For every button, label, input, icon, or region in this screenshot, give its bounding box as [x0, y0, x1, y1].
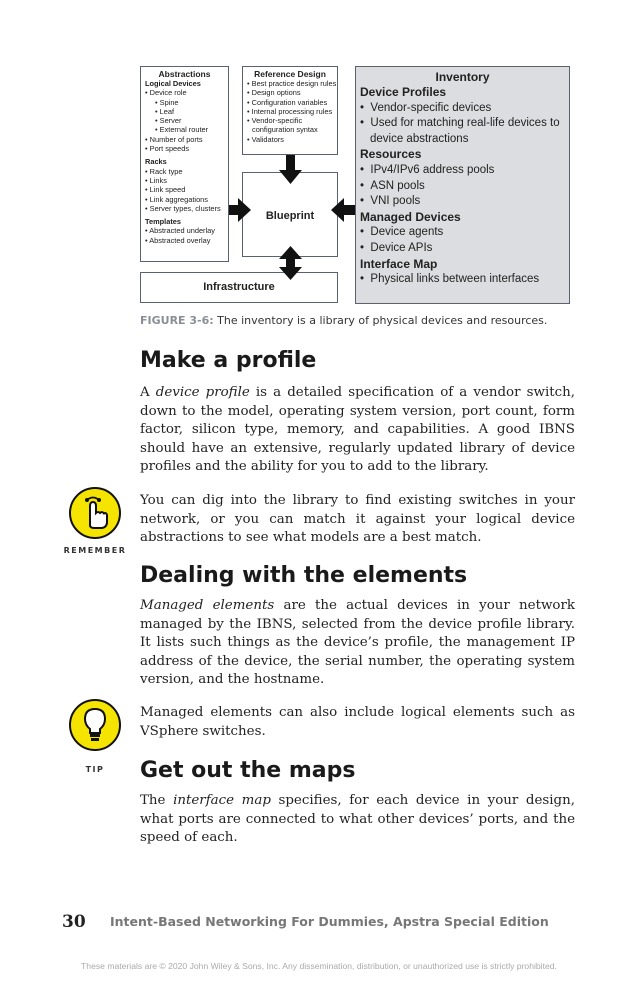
diagram-line: Logical Devices	[145, 79, 201, 88]
diagram-line: configuration syntax	[252, 125, 318, 135]
elements-paragraph	[140, 597, 575, 690]
arrow-inventory-to-blueprint	[331, 198, 355, 222]
heading-dealing-with-elements: Dealing with the elements	[140, 563, 468, 588]
elements-p-term: Managed elements	[140, 598, 275, 613]
diagram-line: • Links	[145, 175, 167, 185]
profile-p-pre: A	[140, 385, 156, 400]
inventory-item: • ASN pools	[360, 179, 425, 192]
blueprint-label: Blueprint	[265, 210, 315, 222]
inventory-item: • Used for matching real-life devices to device abstractions	[360, 117, 560, 145]
tip-icon	[68, 698, 122, 756]
diagram-line: • Internal processing rules	[247, 106, 333, 116]
maps-p-term: interface map	[173, 793, 271, 808]
reference-design-title: Reference Design	[254, 69, 326, 79]
inventory-section-heading: Device Profiles	[360, 85, 447, 99]
diagram-line: • Best practice design rules	[247, 79, 337, 88]
diagram-line: • Vendor-specific	[247, 116, 303, 126]
diagram-line: • Design options	[247, 88, 301, 98]
page-number: 30	[62, 912, 86, 932]
diagram-line: Templates	[145, 217, 182, 227]
diagram-line: Racks	[145, 157, 167, 167]
diagram-line: • Device role	[145, 88, 187, 98]
diagram-line: • Link aggregations	[145, 194, 208, 204]
infrastructure-label: Infrastructure	[203, 281, 275, 293]
remember-icon	[68, 486, 122, 544]
inventory-section-heading: Resources	[360, 147, 422, 162]
inventory-item: • Vendor-specific devices	[360, 101, 492, 114]
diagram-line: • Abstracted underlay	[145, 226, 215, 236]
diagram-line: • Spine	[155, 97, 179, 107]
profile-p-body: is a detailed specification of a vendor switch, down to the model, operating system version, port count, form factor, silicon type, memory, and capabilities. A good IBNS should have an extensive, regularly updated library of device profiles and the ability for you to add to the library.	[140, 385, 575, 474]
inventory-title: Inventory	[435, 70, 490, 84]
diagram-line: • Server types, clusters	[145, 203, 221, 213]
inventory-item: • IPv4/IPv6 address pools	[360, 163, 495, 176]
diagram-line: • Validators	[247, 134, 284, 144]
diagram-line: • Leaf	[155, 106, 175, 116]
diagram-line: • Port speeds	[145, 144, 190, 154]
elements-p-body: are the actual devices in your network managed by the IBNS, selected from the device profile library. It lists such things as the device’s profile, the management IP address of the device, the serial number, the operating system version, and the hostname.	[140, 598, 575, 687]
inventory-item: • Device APIs	[360, 241, 433, 254]
arrow-blueprint-infrastructure	[279, 246, 302, 280]
maps-p-pre: The	[140, 793, 174, 808]
diagram-line: • Number of ports	[145, 134, 203, 144]
remember-label: REMEMBER	[63, 546, 127, 555]
figure-caption	[140, 314, 547, 327]
diagram-line: • Server	[155, 116, 182, 126]
figure-arrows	[0, 0, 638, 320]
arrow-abstractions-to-blueprint	[229, 198, 251, 222]
diagram-line: • Configuration variables	[247, 97, 328, 107]
running-footer-title: Intent-Based Networking For Dummies, Apstra Special Edition	[110, 914, 549, 929]
arrow-reference-to-blueprint	[279, 155, 302, 184]
diagram-line: • Abstracted overlay	[145, 235, 211, 245]
inventory-item: • Physical links between interfaces	[360, 273, 540, 286]
inventory-section-heading: Interface Map	[360, 256, 438, 271]
inventory-item: • Device agents	[360, 226, 444, 239]
profile-p-term: device profile	[155, 385, 250, 400]
maps-paragraph	[140, 792, 575, 848]
diagram-line: • Rack type	[145, 166, 183, 176]
maps-p-body: specifies, for each device in your design, what ports are connected to what other devices’ ports, and the speed of each.	[140, 793, 576, 845]
diagram-line: • External router	[155, 125, 209, 135]
tip-paragraph: Managed elements can also include logical elements such as VSphere switches.	[140, 705, 575, 739]
copyright-notice: These materials are © 2020 John Wiley & Sons, Inc. Any dissemination, distribution, or unauthorized use is strictly prohibited.	[81, 961, 557, 971]
diagram-line: • Link speed	[145, 185, 186, 195]
remember-paragraph: You can dig into the library to find existing switches in your network, or you can match it against your logical device abstractions to see what models are a best match.	[140, 493, 575, 545]
figure-label: FIGURE 3-6:	[140, 314, 214, 327]
figure-caption-text: The inventory is a library of physical devices and resources.	[213, 314, 548, 327]
inventory-section-heading: Managed Devices	[360, 209, 461, 224]
abstractions-title: Abstractions	[158, 69, 211, 79]
tip-label: TIP	[85, 765, 105, 774]
heading-get-out-the-maps: Get out the maps	[140, 758, 356, 783]
profile-paragraph	[140, 384, 575, 477]
heading-make-a-profile: Make a profile	[140, 348, 317, 373]
inventory-item: • VNI pools	[360, 195, 421, 208]
